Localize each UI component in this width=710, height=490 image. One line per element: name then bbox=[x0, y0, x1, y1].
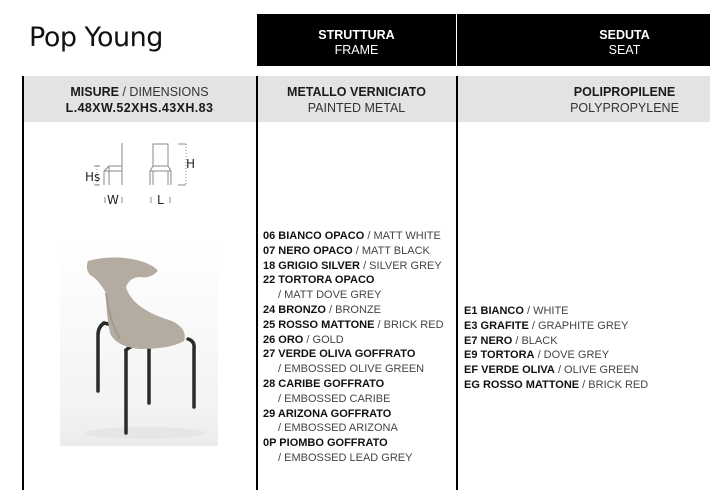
seat-color-item bbox=[464, 348, 648, 363]
seat-header-en: SEAT bbox=[608, 43, 641, 57]
frame-color-name-en: / EMBOSSED OLIVE GREEN bbox=[278, 363, 425, 376]
frame-color-name-en: / BRONZE bbox=[329, 303, 381, 316]
frame-color-code: 22 TORTORA OPACO bbox=[263, 274, 375, 287]
frame-color-item bbox=[263, 229, 444, 244]
dimensions-cell bbox=[23, 84, 256, 116]
frame-color-code: 07 NERO OPACO bbox=[263, 244, 353, 257]
frame-color-item bbox=[263, 318, 444, 333]
frame-color-code: 18 GRIGIO SILVER bbox=[263, 259, 360, 272]
frame-color-item bbox=[263, 333, 444, 348]
frame-color-item bbox=[263, 347, 444, 377]
seat-color-code: EF VERDE OLIVA bbox=[464, 364, 555, 377]
diagram-label-h: H bbox=[186, 157, 196, 171]
seat-color-item bbox=[464, 334, 648, 349]
dimension-diagram bbox=[80, 135, 210, 215]
column-divider-left bbox=[22, 76, 24, 490]
seat-color-code: E9 TORTORA bbox=[464, 349, 535, 362]
frame-color-code: 25 ROSSO MATTONE bbox=[263, 318, 375, 331]
seat-color-code: E7 NERO bbox=[464, 334, 513, 347]
frame-color-code: 28 CARIBE GOFFRATO bbox=[263, 377, 385, 390]
frame-header-en: FRAME bbox=[334, 43, 379, 57]
frame-color-code: 06 BIANCO OPACO bbox=[263, 230, 365, 242]
frame-color-name-en: / MATT BLACK bbox=[355, 244, 430, 257]
seat-color-code: EG ROSSO MATTONE bbox=[464, 378, 580, 391]
seat-header-it: SEDUTA bbox=[599, 28, 650, 42]
frame-color-code: 24 BRONZO bbox=[263, 303, 326, 316]
seat-color-code: E1 BIANCO bbox=[464, 305, 524, 317]
seat-header bbox=[457, 14, 710, 66]
frame-color-name-en: / EMBOSSED LEAD GREY bbox=[278, 451, 413, 464]
seat-color-list bbox=[464, 304, 648, 393]
frame-color-name-en: / BRICK RED bbox=[377, 318, 444, 331]
frame-material-cell bbox=[257, 84, 456, 116]
frame-material-en: PAINTED METAL bbox=[307, 101, 406, 115]
frame-color-item bbox=[263, 259, 444, 274]
frame-color-item bbox=[263, 273, 444, 303]
seat-color-name-en: / DOVE GREY bbox=[537, 349, 610, 362]
seat-color-code: E3 GRAFITE bbox=[464, 319, 529, 332]
frame-color-list bbox=[263, 229, 444, 466]
seat-color-name-en: / BRICK RED bbox=[582, 378, 649, 391]
seat-color-item bbox=[464, 319, 648, 334]
frame-color-code: 0P PIOMBO GOFFRATO bbox=[263, 437, 388, 450]
frame-color-name-en: / MATT DOVE GREY bbox=[278, 289, 382, 302]
dimensions-label-it: MISURE bbox=[70, 85, 119, 99]
seat-color-name-en: / GRAPHITE GREY bbox=[531, 319, 629, 332]
frame-color-name-en: / SILVER GREY bbox=[363, 259, 442, 272]
frame-color-item bbox=[263, 377, 444, 407]
frame-material-it: METALLO VERNICIATO bbox=[287, 85, 426, 99]
frame-color-code: 26 ORO bbox=[263, 333, 304, 346]
diagram-label-l: L bbox=[157, 193, 164, 207]
dimensions-value: L.48XW.52XHS.43XH.83 bbox=[65, 101, 214, 115]
column-divider-right bbox=[456, 76, 458, 490]
chair-image bbox=[60, 243, 218, 446]
seat-color-name-en: / OLIVE GREEN bbox=[557, 364, 639, 377]
seat-material-it: POLIPROPILENE bbox=[573, 85, 676, 99]
diagram-label-w: W bbox=[107, 193, 119, 207]
dimensions-label-en: DIMENSIONS bbox=[129, 85, 209, 99]
frame-color-code: 27 VERDE OLIVA GOFFRATO bbox=[263, 348, 416, 361]
product-photo bbox=[60, 243, 218, 446]
seat-material-cell bbox=[457, 84, 710, 116]
seat-color-item bbox=[464, 304, 648, 319]
frame-color-name-en: / MATT WHITE bbox=[367, 230, 441, 242]
seat-color-name-en: / BLACK bbox=[515, 334, 558, 347]
frame-color-item bbox=[263, 407, 444, 437]
frame-color-name-en: / GOLD bbox=[306, 333, 344, 346]
frame-header-it: STRUTTURA bbox=[318, 28, 395, 42]
frame-color-code: 29 ARIZONA GOFFRATO bbox=[263, 407, 392, 420]
frame-color-name-en: / EMBOSSED ARIZONA bbox=[278, 422, 398, 435]
column-divider-middle bbox=[256, 76, 258, 490]
diagram-label-hs: Hs bbox=[85, 170, 101, 184]
dimensions-separator: / bbox=[119, 85, 130, 99]
frame-color-item bbox=[263, 436, 444, 466]
frame-color-item bbox=[263, 303, 444, 318]
frame-color-name-en: / EMBOSSED CARIBE bbox=[278, 392, 391, 405]
seat-color-item bbox=[464, 378, 648, 393]
seat-color-item bbox=[464, 363, 648, 378]
product-title: Pop Young bbox=[29, 22, 163, 53]
frame-header bbox=[257, 14, 456, 66]
seat-color-name-en: / WHITE bbox=[526, 305, 569, 317]
frame-color-item bbox=[263, 244, 444, 259]
seat-material-en: POLYPROPYLENE bbox=[570, 101, 679, 115]
